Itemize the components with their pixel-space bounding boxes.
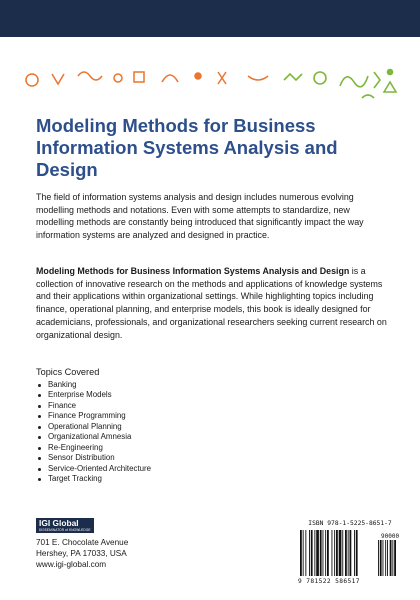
doodle-squiggle-green <box>340 76 368 87</box>
price-barcode-bar <box>385 540 386 576</box>
price-barcode-bar <box>394 540 396 576</box>
address-city: Hershey, PA 17033, USA <box>36 549 127 558</box>
publisher-address <box>36 537 128 570</box>
doodle-ring-orange <box>114 74 122 82</box>
publisher-logo-text: IGI Global <box>39 518 79 529</box>
barcode-digits: 9 781522 586517 <box>298 578 360 585</box>
topics-heading: Topics Covered <box>36 367 100 377</box>
decorative-doodle-strip <box>22 66 400 104</box>
topic-item: Sensor Distribution <box>36 453 151 463</box>
barcode-bars <box>298 530 402 578</box>
price-barcode-bar <box>390 540 392 576</box>
price-code: 90000 <box>381 533 400 540</box>
barcode-bar <box>339 530 342 576</box>
topics-list <box>36 380 151 485</box>
barcode-bar <box>336 530 338 576</box>
barcode-bar <box>350 530 352 576</box>
publisher-logo-tagline: DISSEMINATOR of KNOWLEDGE <box>39 528 91 533</box>
barcode-bar <box>305 530 306 576</box>
topic-item: Finance Programming <box>36 411 151 421</box>
topic-item: Finance <box>36 401 151 411</box>
doodle-cross-orange <box>218 72 226 84</box>
address-street: 701 E. Chocolate Avenue <box>36 538 129 547</box>
description-bold-title: Modeling Methods for Business Information Systems Analysis and Design <box>36 266 350 276</box>
top-color-band <box>0 0 420 37</box>
barcode-bar <box>327 530 329 576</box>
barcode-bar <box>332 530 333 576</box>
barcode-bar <box>348 530 349 576</box>
barcode-bar <box>356 530 358 576</box>
doodle-square-orange <box>134 72 144 82</box>
publisher-logo-box <box>36 518 94 533</box>
topic-item: Target Tracking <box>36 474 151 484</box>
price-barcode-bar <box>387 540 388 576</box>
publisher-logo <box>36 518 94 533</box>
barcode-bar <box>342 530 343 576</box>
doodle-dot-orange <box>195 73 201 79</box>
barcode-bar <box>309 530 310 576</box>
topic-item: Re-Engineering <box>36 443 151 453</box>
description-paragraph <box>36 265 388 341</box>
intro-paragraph: The field of information systems analysis and design includes numerous evolving modelling methods and notations. Even with some attempts to standardize, new modelling methods are constantly being introduced that significantly impact the way information systems are analyzed and designed in practice. <box>36 192 364 241</box>
price-barcode-bar <box>378 540 379 576</box>
barcode-bar <box>354 530 355 576</box>
barcode-bar <box>323 530 324 576</box>
doodle-arc-orange <box>162 75 178 82</box>
doodle-wave-orange <box>78 72 102 80</box>
doodle-circle-green <box>314 72 326 84</box>
barcode-bar <box>320 530 322 576</box>
barcode-bar <box>314 530 315 576</box>
description-text: is a collection of innovative research on the methods and applications of knowledge systems and their applications within organizational settings. While highlighting topics including finance, operational planning, and enterprise models, this book is ideally designed for academicians, professionals, and organizational researchers seeking current research on organizational design. <box>36 266 387 340</box>
price-barcode-bar <box>383 540 384 576</box>
topic-item: Banking <box>36 380 151 390</box>
barcode-bar <box>345 530 347 576</box>
price-barcode-bar <box>392 540 393 576</box>
isbn-number: ISBN 978-1-5225-8651-7 <box>308 520 392 527</box>
barcode-bar <box>311 530 313 576</box>
barcode-bar <box>300 530 302 576</box>
isbn-barcode <box>298 520 402 588</box>
doodle-arrow-green <box>374 72 380 88</box>
doodle-smile-orange <box>248 76 268 80</box>
barcode-bar <box>325 530 326 576</box>
topic-item: Operational Planning <box>36 422 151 432</box>
barcode-bar <box>334 530 335 576</box>
topic-item: Enterprise Models <box>36 390 151 400</box>
barcode-bar <box>316 530 319 576</box>
doodle-triangle-green <box>384 82 396 92</box>
price-barcode-bar <box>380 540 382 576</box>
topic-item: Service-Oriented Architecture <box>36 464 151 474</box>
doodle-dot-green <box>388 70 393 75</box>
topic-item: Organizational Amnesia <box>36 432 151 442</box>
publisher-website: www.igi-global.com <box>36 560 107 569</box>
doodle-arc-green <box>362 95 374 98</box>
doodle-zigzag-green <box>284 74 302 80</box>
doodle-chevron-orange <box>52 74 64 84</box>
doodle-circle-orange <box>26 74 38 86</box>
barcode-bar <box>303 530 304 576</box>
book-title: Modeling Methods for Business Information Systems Analysis and Design <box>36 115 338 180</box>
